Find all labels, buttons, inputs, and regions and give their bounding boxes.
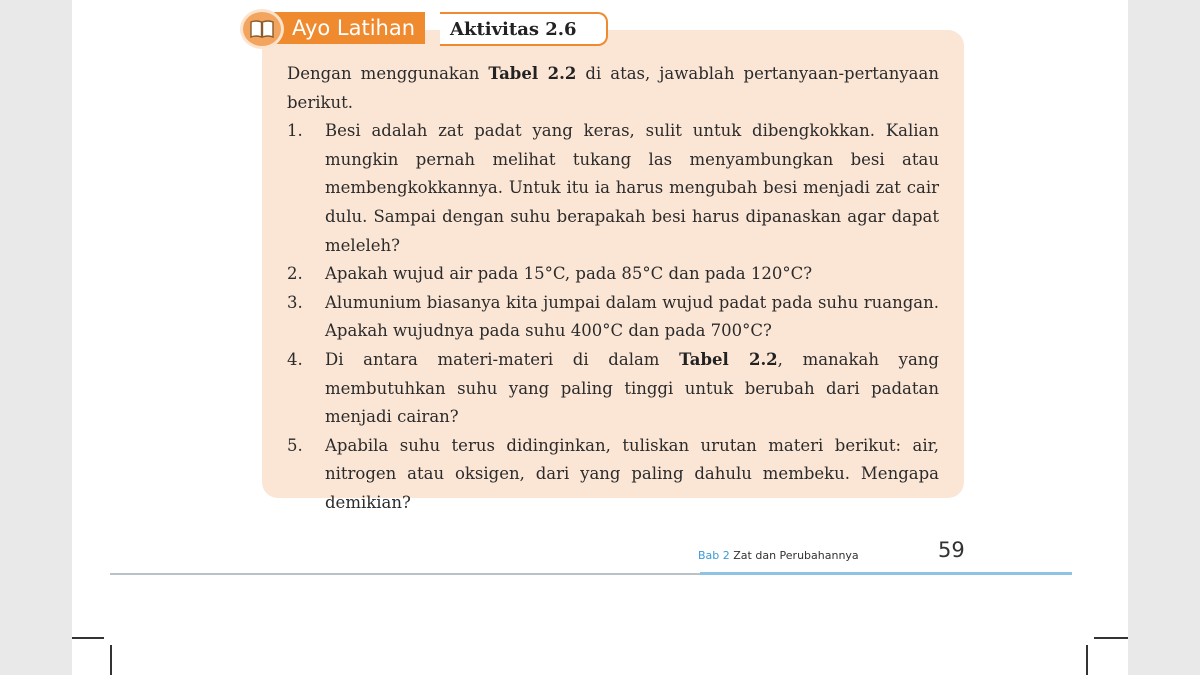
question-text — [325, 346, 939, 432]
viewer-margin-left — [0, 0, 72, 675]
viewer-margin-right — [1128, 0, 1200, 675]
question-item-5 — [287, 432, 939, 518]
page-number: 59 — [938, 538, 965, 562]
question-number: 1. — [287, 121, 303, 141]
question-item-4 — [287, 346, 939, 432]
ayo-latihan-label: Ayo Latihan — [268, 12, 425, 44]
question-text: Apakah wujud air pada 15°C, pada 85°C dan pada 120°C? — [325, 264, 813, 284]
question-item-2 — [287, 260, 939, 289]
crop-mark-left-horizontal — [72, 637, 104, 639]
intro-prefix: Dengan menggunakan — [287, 64, 489, 83]
intro-suffix: di atas, jawablah pertanyaan-pertanyaan berikut. — [287, 64, 939, 112]
chapter-footer — [698, 549, 859, 562]
footer-rule-gray — [110, 573, 700, 575]
question-4-prefix: Di antara materi-materi di dalam — [325, 349, 680, 369]
chapter-number: Bab 2 — [698, 549, 730, 562]
crop-mark-right-horizontal — [1094, 637, 1128, 639]
question-number: 3. — [287, 292, 303, 312]
intro-table-ref: Tabel 2.2 — [488, 64, 577, 83]
question-number: 5. — [287, 435, 303, 455]
activity-number-label: Aktivitas 2.6 — [440, 12, 608, 46]
question-text: Besi adalah zat padat yang keras, sulit untuk dibengkokkan. Kalian mungkin pernah melihat tukang las menyambungkan besi atau membengkokkannya. Untuk itu ia harus mengubah besi menjadi zat cair dulu. Sampai dengan suhu berapakah besi harus dipanaskan agar dapat meleleh? — [325, 121, 939, 255]
crop-mark-left-vertical — [110, 645, 112, 675]
question-number: 2. — [287, 264, 303, 284]
chapter-title: Zat dan Perubahannya — [729, 549, 859, 562]
question-text: Apabila suhu terus didinginkan, tuliskan urutan materi berikut: air, nitrogen atau oksigen, dari yang paling dahulu membeku. Mengapa demikian? — [325, 435, 939, 512]
footer-rule-blue — [700, 572, 1072, 575]
question-4-suffix: , manakah yang membutuhkan suhu yang paling tinggi untuk berubah dari padatan menjadi cairan? — [325, 349, 939, 427]
question-number: 4. — [287, 349, 303, 369]
question-item-3 — [287, 289, 939, 346]
question-4-table-ref: Tabel 2.2 — [679, 349, 778, 369]
question-text: Alumunium biasanya kita jumpai dalam wujud padat pada suhu ruangan. Apakah wujudnya pada suhu 400°C dan pada 700°C? — [325, 292, 939, 341]
activity-content — [287, 60, 939, 518]
open-book-icon — [249, 18, 275, 40]
book-icon — [240, 9, 284, 49]
crop-mark-right-vertical — [1086, 645, 1088, 675]
question-list — [287, 117, 939, 517]
question-item-1 — [287, 117, 939, 260]
intro-paragraph — [287, 60, 939, 117]
